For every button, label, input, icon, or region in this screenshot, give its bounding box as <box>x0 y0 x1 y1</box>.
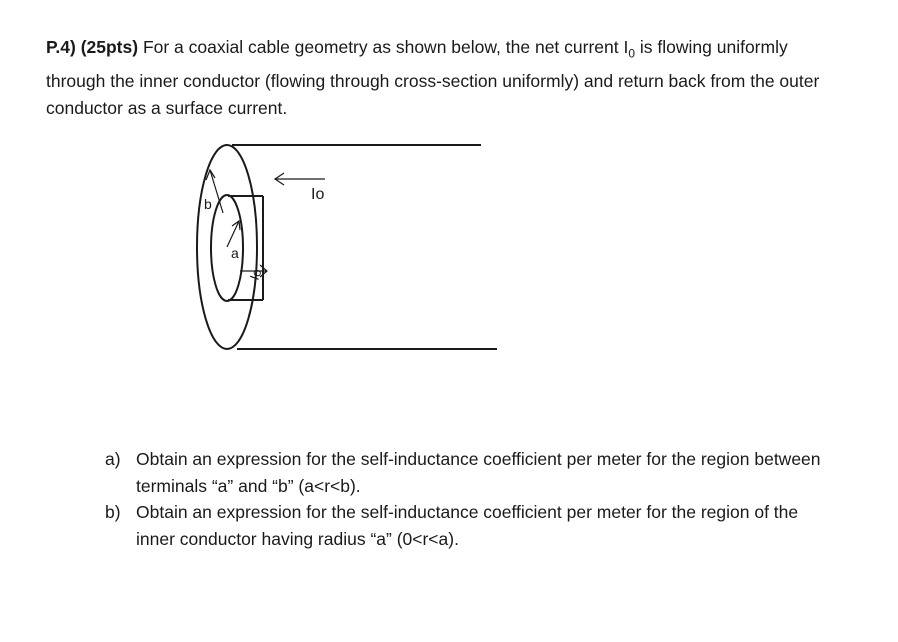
question-list <box>105 446 835 552</box>
question-a-text: Obtain an expression for the self-inductance coefficient per meter for the region between terminals “a” and “b” (a<r<b). <box>136 449 821 496</box>
inner-current-label: Io <box>246 266 265 283</box>
question-a <box>105 446 835 499</box>
problem-statement <box>46 34 846 122</box>
current-subscript: 0 <box>628 46 636 61</box>
outer-current-label: Io <box>311 186 325 203</box>
problem-text-part2: is flowing uniformly through the inner conductor (flowing through cross-section uniformly) and return back from the outer conductor as a surface current. <box>46 37 820 118</box>
problem-label: P.4) (25pts) <box>46 37 139 57</box>
radius-b-label: b <box>204 196 212 212</box>
radius-a-label: a <box>231 245 239 261</box>
coaxial-cable-figure <box>185 135 515 365</box>
question-b-marker: b) <box>105 502 121 522</box>
question-b-text: Obtain an expression for the self-inductance coefficient per meter for the region of the inner conductor having radius “a” (0<r<a). <box>136 502 799 549</box>
question-b <box>105 499 835 552</box>
problem-text-part1: For a coaxial cable geometry as shown below, the net current I <box>138 37 629 57</box>
question-a-marker: a) <box>105 449 121 469</box>
